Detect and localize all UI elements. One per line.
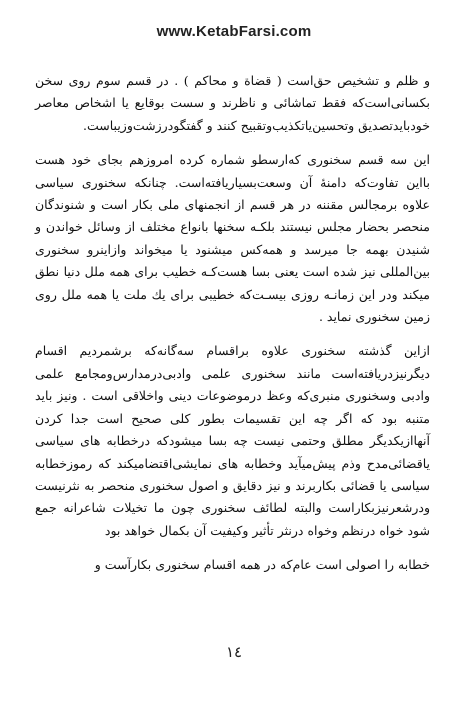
- paragraph: خطابه را اصولی است عام‌که در همه اقسام سخنوری بکارآست و: [94, 557, 430, 573]
- paragraph: و ظلم و تشخیص حق‌است ( قضاة و محاکم ) . در قسم سوم روی سخن بکسانی‌است‌که فقط تماشائی و ناظرند و سست بوقایع یا اشخاص معاصر خودبایدتصدیق وتحسین‌یاتکذیب‌وتقبیح کنند و گفتگودرزشت‌وزیباست.: [35, 73, 430, 133]
- site-watermark: www.KetabFarsi.com: [156, 23, 312, 40]
- paragraph: ازاین گذشته سخنوری علاوه براقسام سه‌گانه‌که برشمردیم اقسام دیگرنیزدریافته‌است مانند سخنوری علمی وادبی‌درمدارس‌ومجامع علمی وادبی وسخنوری منبری‌که وعظ درموضوعات دینی واخلاقی است . ونیز باید متنبه بود که اگر چه این تقسیمات بطور کلی صحیح است جدا کردن آنهاازیکدیگر مطلق وحتمی نیست چه بسا میشودکه درخطابه های سیاسی یاقضائی‌مدح وذم پیش‌میآید وخطابه های نمایشی‌اقتضامیکند که رموزخطابه سیاسی یا قضائی بکاربرند و نیز دقایق و اصول سخنوری منحصر به نثرنیست ودرشعرنیزبکاراست والبته لطائف سخنوری چون ما تخیلات شاعرانه جمع شود خواه درنظم وخواه درنثر تأثیر وکیفیت آن بکمال خواهد بود: [35, 343, 430, 538]
- paragraph: این سه قسم سخنوری که‌ارسطو شماره کرده امروزهم بجای خود هست بااین تفاوت‌که دامنهٔ آن وسعت‌بسیاریافته‌است. چنانکه سخنوری سیاسی علاوه برمجالس مقننه در هر قسم از انجمنهای ملی بکار است و شنوندگان منحصر بحضار مجلس نیستند بلکـه سخنها بانواع مختلف از وسائل خواندن و شنیدن بهمه جا میرسد و همه‌کس میشنود یا میخواند وازاینرو سخنوری بین‌المللی نیز شده است یعنی بسا هست‌کـه خطیب برای همه ملل دنیا نطق میکند ودر این زمانـه روزی بیسـت‌که خطیبی برای یك ملت یا همه ملل روی زمین سخنوری نماید .: [35, 152, 430, 325]
- page-number: ١٤: [225, 643, 243, 661]
- body-text: [35, 70, 430, 577]
